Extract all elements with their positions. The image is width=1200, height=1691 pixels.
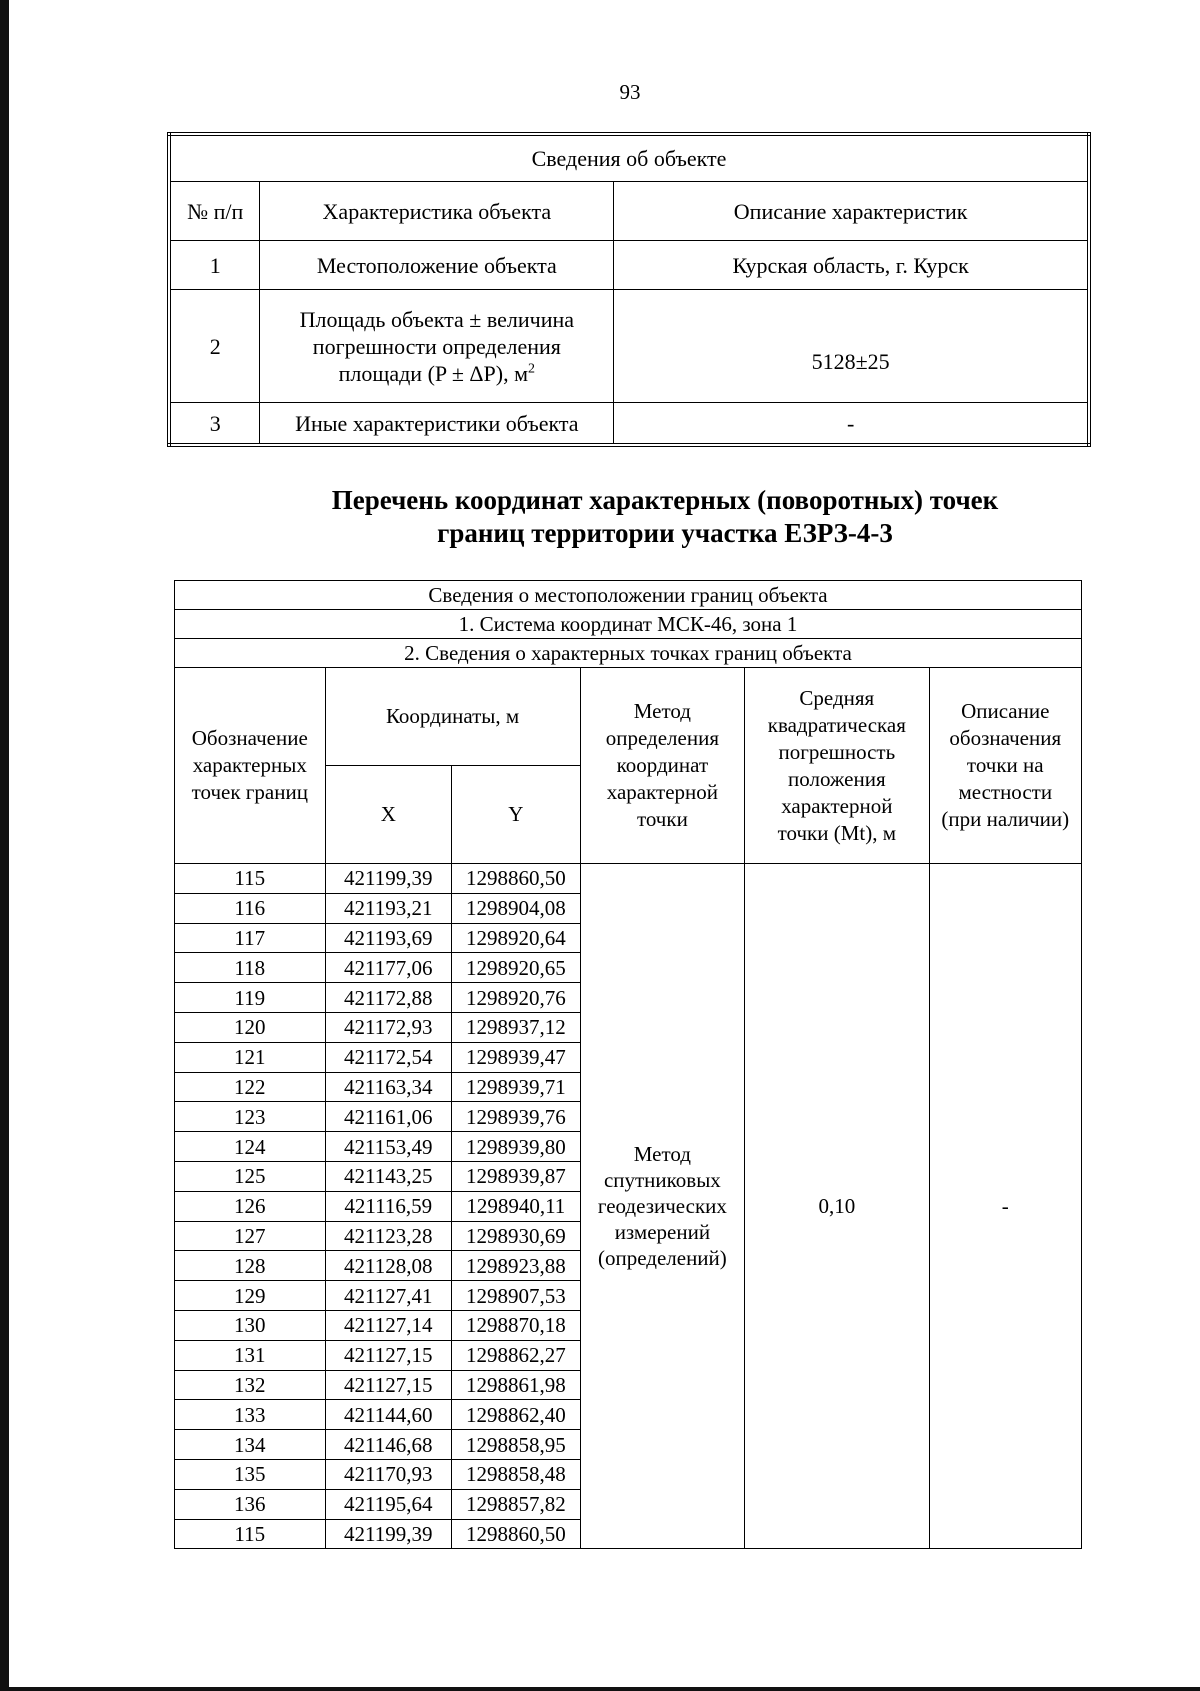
object-info-table — [167, 132, 1091, 447]
row-description: 5128±25 — [614, 290, 1089, 403]
point-x: 421177,06 — [325, 953, 451, 983]
header-designation: Обозначение характерных точек границ — [175, 668, 326, 864]
point-id: 123 — [175, 1102, 326, 1132]
point-x: 421146,68 — [325, 1430, 451, 1460]
point-id: 127 — [175, 1221, 326, 1251]
point-id: 120 — [175, 1012, 326, 1042]
point-y: 1298907,53 — [452, 1281, 581, 1311]
point-y: 1298939,71 — [452, 1072, 581, 1102]
points-title: Сведения о местоположении границ объекта — [175, 581, 1082, 610]
point-y: 1298904,08 — [452, 893, 581, 923]
point-x: 421172,54 — [325, 1042, 451, 1072]
point-x: 421172,88 — [325, 983, 451, 1013]
point-y: 1298862,27 — [452, 1340, 581, 1370]
point-y: 1298923,88 — [452, 1251, 581, 1281]
point-id: 128 — [175, 1251, 326, 1281]
object-info-title: Сведения об объекте — [169, 134, 1089, 182]
point-y: 1298861,98 — [452, 1370, 581, 1400]
header-characteristic: Характеристика объекта — [260, 182, 614, 241]
row-characteristic: Иные характеристики объекта — [260, 403, 614, 446]
header-num: № п/п — [169, 182, 260, 241]
point-id: 125 — [175, 1161, 326, 1191]
point-x: 421195,64 — [325, 1489, 451, 1519]
point-y: 1298870,18 — [452, 1310, 581, 1340]
point-id: 131 — [175, 1340, 326, 1370]
row-characteristic: Местоположение объекта — [260, 241, 614, 290]
point-y: 1298920,64 — [452, 923, 581, 953]
point-id: 130 — [175, 1310, 326, 1340]
point-id: 121 — [175, 1042, 326, 1072]
point-description-value: - — [929, 864, 1081, 1549]
point-y: 1298930,69 — [452, 1221, 581, 1251]
point-id: 136 — [175, 1489, 326, 1519]
point-id: 135 — [175, 1459, 326, 1489]
table-row — [175, 864, 1082, 894]
object-row — [169, 241, 1089, 290]
error-value: 0,10 — [745, 864, 929, 1549]
point-id: 132 — [175, 1370, 326, 1400]
point-id: 122 — [175, 1072, 326, 1102]
point-x: 421127,14 — [325, 1310, 451, 1340]
header-error: Средняя квадратическая погрешность положения характерной точки (Mt), м — [745, 668, 929, 864]
point-id: 134 — [175, 1430, 326, 1460]
point-id: 126 — [175, 1191, 326, 1221]
point-y: 1298939,80 — [452, 1132, 581, 1162]
point-y: 1298939,47 — [452, 1042, 581, 1072]
point-id: 115 — [175, 864, 326, 894]
header-y: Y — [452, 766, 581, 864]
point-y: 1298857,82 — [452, 1489, 581, 1519]
point-id: 124 — [175, 1132, 326, 1162]
point-y: 1298920,76 — [452, 983, 581, 1013]
header-description: Описание характеристик — [614, 182, 1089, 241]
row-characteristic-text: Площадь объекта ± величина погрешности определения площади (P ± ΔP), м — [299, 306, 575, 386]
point-y: 1298862,40 — [452, 1400, 581, 1430]
point-id: 129 — [175, 1281, 326, 1311]
point-x: 421163,34 — [325, 1072, 451, 1102]
scan-edge-left — [0, 0, 9, 1691]
point-x: 421161,06 — [325, 1102, 451, 1132]
points-section: 2. Сведения о характерных точках границ объекта — [175, 639, 1082, 668]
scan-edge-bottom — [0, 1687, 1200, 1691]
point-y: 1298858,48 — [452, 1459, 581, 1489]
point-x: 421172,93 — [325, 1012, 451, 1042]
coordinate-system: 1. Система координат МСК-46, зона 1 — [175, 610, 1082, 639]
header-coordinates: Координаты, м — [325, 668, 580, 766]
method-value: Метод спутниковых геодезических измерений (определений) — [580, 864, 745, 1549]
point-x: 421127,15 — [325, 1340, 451, 1370]
point-y: 1298939,87 — [452, 1161, 581, 1191]
heading-line-2: границ территории участка ЕЗРЗ-4-3 — [437, 518, 893, 548]
point-x: 421193,21 — [325, 893, 451, 923]
point-y: 1298939,76 — [452, 1102, 581, 1132]
point-y: 1298858,95 — [452, 1430, 581, 1460]
point-x: 421127,41 — [325, 1281, 451, 1311]
header-method: Метод определения координат характерной точки — [580, 668, 745, 864]
row-characteristic — [260, 290, 614, 403]
point-x: 421123,28 — [325, 1221, 451, 1251]
point-id: 133 — [175, 1400, 326, 1430]
page-number: 93 — [619, 80, 641, 104]
point-y: 1298940,11 — [452, 1191, 581, 1221]
point-id: 119 — [175, 983, 326, 1013]
point-x: 421153,49 — [325, 1132, 451, 1162]
point-x: 421193,69 — [325, 923, 451, 953]
point-x: 421170,93 — [325, 1459, 451, 1489]
row-num: 2 — [169, 290, 260, 403]
row-num: 1 — [169, 241, 260, 290]
point-x: 421127,15 — [325, 1370, 451, 1400]
header-point-description: Описание обозначения точки на местности (при наличии) — [929, 668, 1081, 864]
point-y: 1298860,50 — [452, 864, 581, 894]
point-x: 421144,60 — [325, 1400, 451, 1430]
point-x: 421128,08 — [325, 1251, 451, 1281]
row-description: - — [614, 403, 1089, 446]
row-description: Курская область, г. Курск — [614, 241, 1089, 290]
point-id: 115 — [175, 1519, 326, 1549]
heading-line-1: Перечень координат характерных (поворотных) точек — [331, 485, 999, 515]
point-x: 421199,39 — [325, 864, 451, 894]
object-row — [169, 290, 1089, 403]
point-x: 421116,59 — [325, 1191, 451, 1221]
row-num: 3 — [169, 403, 260, 446]
point-y: 1298920,65 — [452, 953, 581, 983]
point-id: 117 — [175, 923, 326, 953]
point-y: 1298937,12 — [452, 1012, 581, 1042]
point-id: 118 — [175, 953, 326, 983]
header-x: X — [325, 766, 451, 864]
superscript: 2 — [528, 361, 536, 377]
section-heading — [230, 484, 1100, 550]
point-y: 1298860,50 — [452, 1519, 581, 1549]
point-id: 116 — [175, 893, 326, 923]
points-table — [174, 580, 1082, 1549]
point-x: 421143,25 — [325, 1161, 451, 1191]
object-row — [169, 403, 1089, 446]
point-x: 421199,39 — [325, 1519, 451, 1549]
